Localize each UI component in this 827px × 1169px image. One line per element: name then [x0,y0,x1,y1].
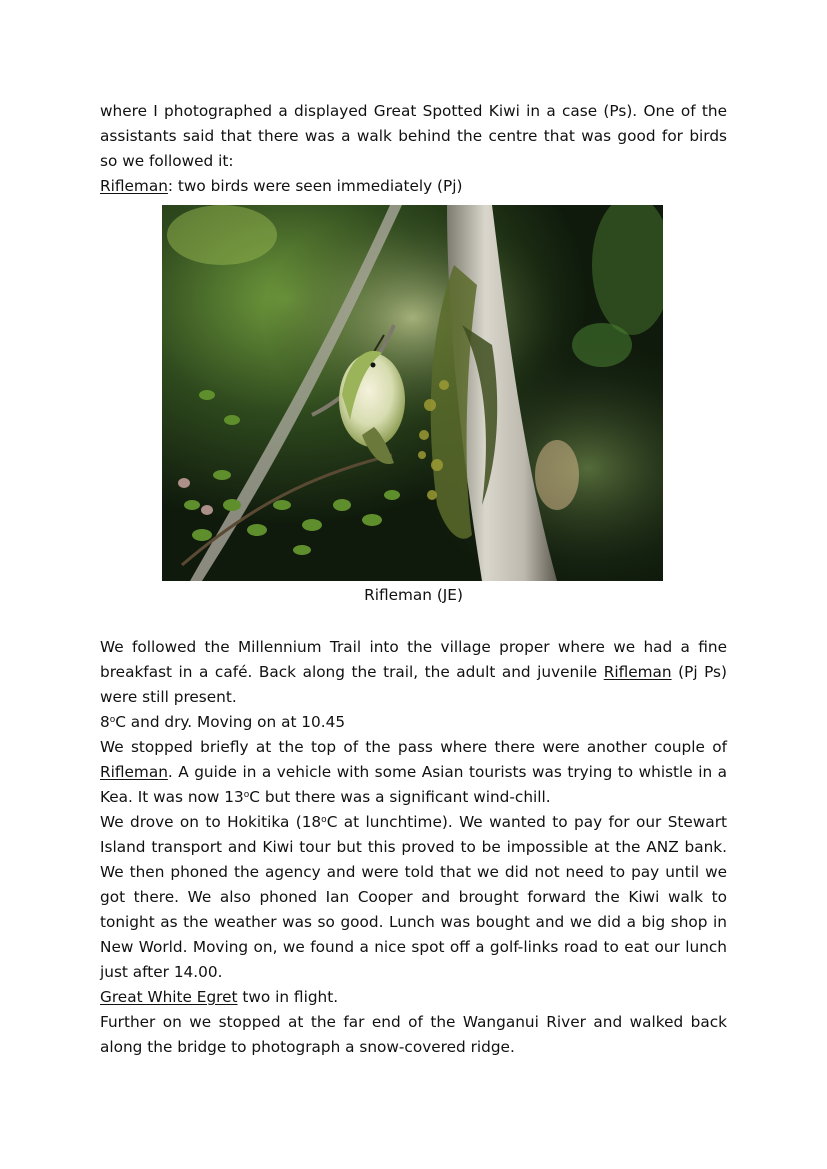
weather-line [100,710,727,735]
rifleman-sighting-line [100,174,727,199]
paragraph-millennium-trail [100,635,727,710]
figure [100,205,727,610]
figure-caption: Rifleman (JE) [364,586,463,604]
text-segment: We drove on to Hokitika (18 [100,813,322,831]
text-segment: We stopped briefly at the top of the pass where there were another couple of [100,738,727,756]
temperature-value: 8 [100,713,110,731]
species-name-great-white-egret: Great White Egret [100,988,238,1006]
paragraph-hokitika [100,810,727,985]
species-name-rifleman: Rifleman [100,177,168,195]
document-page [100,99,727,1060]
text-segment: . A guide in a vehicle with some Asian tourists was trying to whistle in a Kea. It was now 13 [100,763,727,806]
egret-sighting-line [100,985,727,1010]
degree-symbol: o [109,715,116,725]
text-segment: We followed the Millennium Trail into the village proper where we had a fine breakfast in a café. Back along the trail, the adult and juvenile [100,638,727,681]
text-segment: C and dry. Moving on at 10.45 [115,713,346,731]
text-segment: C at lunchtime). We wanted to pay for our Stewart Island transport and Kiwi tour but this proved to be impossible at the ANZ bank. We then phoned the agency and were told that we did not need to pay until we got there. We also phoned Ian Cooper and brought forward the Kiwi walk to tonight as the weather was so good. Lunch was bought and we did a big shop in New World. Moving on, we found a nice spot off a golf-links road to eat our lunch just after 14.00. [100,813,727,981]
degree-symbol: o [321,815,327,825]
rifleman-photo [162,205,663,581]
text-segment: C but there was a significant wind-chill. [249,788,551,806]
intro-paragraph: where I photographed a displayed Great Spotted Kiwi in a case (Ps). One of the assistants said that there was a walk behind the centre that was good for birds so we followed it: [100,102,727,170]
sighting-detail: two in flight. [237,988,339,1006]
species-name-rifleman: Rifleman [603,663,672,681]
species-name-rifleman: Rifleman [100,763,168,781]
degree-symbol: o [243,790,250,800]
sighting-detail: : two birds were seen immediately (Pj) [167,177,463,195]
paragraph-wanganui-river: Further on we stopped at the far end of the Wanganui River and walked back along the bridge to photograph a snow-covered ridge. [100,1013,727,1056]
paragraph-top-of-pass [100,735,727,810]
text-segment: (Pj Ps) were still present. [100,663,727,706]
